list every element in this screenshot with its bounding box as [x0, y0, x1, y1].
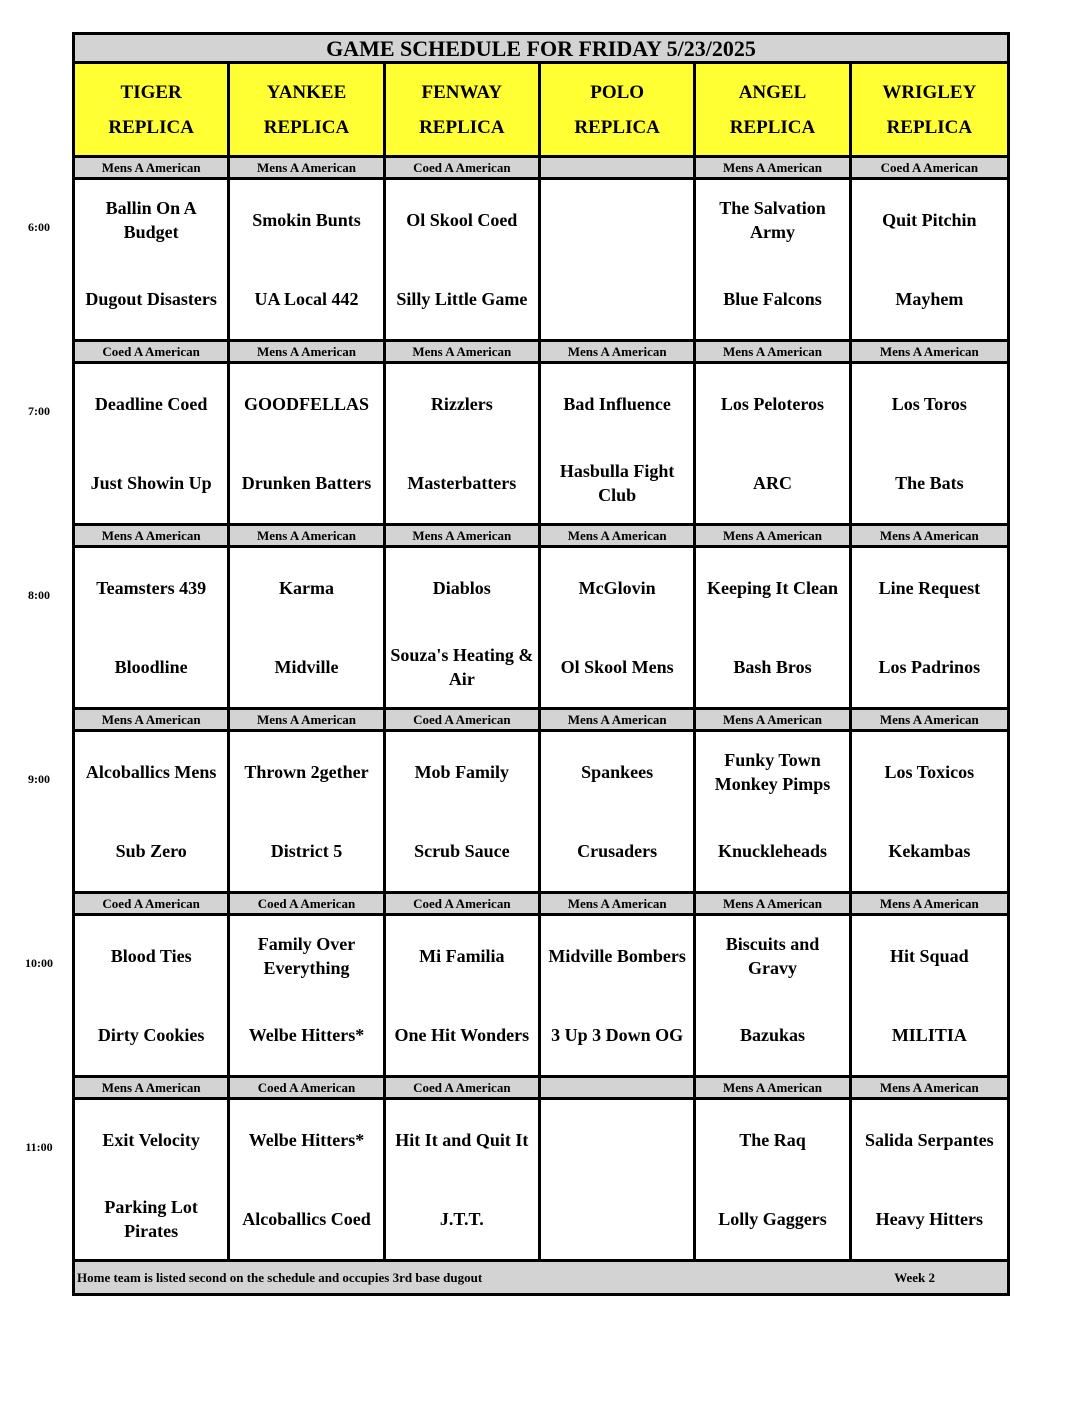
division-label: Mens A American [696, 710, 851, 729]
away-team: Thrown 2gether [244, 761, 369, 782]
away-team: Funky Town Monkey Pimps [714, 749, 831, 794]
game-cell [541, 548, 696, 707]
home-team: Dugout Disasters [85, 289, 217, 310]
away-team: Line Request [878, 577, 981, 598]
away-team: Bad Influence [563, 393, 671, 414]
division-label: Coed A American [880, 160, 979, 175]
home-team: Kekambas [888, 841, 971, 862]
division-label: Mens A American [541, 710, 696, 729]
game-cell [696, 916, 851, 1075]
field-subtitle: REPLICA [419, 116, 505, 138]
field-name: YANKEE [266, 81, 347, 103]
game-cell [230, 180, 385, 339]
away-team: The Salvation Army [719, 197, 826, 242]
home-team: Ol Skool Mens [560, 657, 674, 678]
game-cell [75, 548, 230, 707]
time-label: 7:00 [28, 404, 50, 418]
away-team: Los Toxicos [884, 761, 975, 782]
game-cell [541, 364, 696, 523]
home-team: One Hit Wonders [394, 1025, 530, 1046]
game-cell [541, 732, 696, 891]
home-team: Silly Little Game [396, 289, 528, 310]
division-label: Mens A American [75, 526, 230, 545]
time-slot [28, 342, 1010, 526]
game-cell [75, 732, 230, 891]
division-label: Mens A American [696, 894, 851, 913]
game-cell [75, 364, 230, 523]
division-label: Mens A American [541, 526, 696, 545]
game-row [75, 548, 1007, 707]
away-team: Keeping It Clean [706, 577, 838, 598]
division-label: Mens A American [879, 712, 979, 727]
away-team: Quit Pitchin [882, 209, 977, 230]
field-subtitle: REPLICA [108, 116, 194, 138]
home-team: Los Padrinos [878, 657, 981, 678]
game-cell [696, 732, 851, 891]
field-header-polo [541, 64, 696, 155]
home-team: Drunken Batters [241, 473, 372, 494]
away-team: Family Over Everything [257, 933, 356, 978]
field-subtitle: REPLICA [263, 116, 350, 138]
division-label: Coed A American [386, 894, 541, 913]
division-row [75, 894, 1007, 916]
home-team: Bloodline [114, 657, 188, 678]
game-cell [852, 1100, 1007, 1259]
time-label: 9:00 [28, 772, 50, 786]
time-label: 6:00 [28, 220, 50, 234]
away-team: Exit Velocity [102, 1129, 200, 1150]
game-cell [696, 180, 851, 339]
home-team: The Bats [895, 473, 964, 494]
game-row [75, 732, 1007, 891]
division-label: Mens A American [230, 342, 385, 361]
game-cell [230, 732, 385, 891]
division-row [75, 158, 1007, 180]
division-label: Mens A American [879, 344, 979, 359]
field-header-fenway [386, 64, 541, 155]
time-slot [25, 894, 1010, 1078]
away-team: Hit It and Quit It [395, 1129, 529, 1150]
field-name: POLO [590, 81, 645, 103]
game-cell [75, 180, 230, 339]
field-subtitle: REPLICA [574, 116, 660, 138]
field-name: TIGER [120, 81, 182, 103]
division-label: Mens A American [696, 158, 851, 177]
away-team: Midville Bombers [548, 945, 686, 966]
time-slot [28, 710, 1010, 894]
division-row [75, 342, 1007, 364]
division-label: Mens A American [75, 158, 230, 177]
division-label [541, 158, 696, 177]
home-team: 3 Up 3 Down OG [551, 1025, 684, 1046]
game-cell [696, 548, 851, 707]
away-team: Welbe Hitters* [248, 1129, 365, 1150]
game-cell [852, 732, 1007, 891]
away-team: Spankees [581, 761, 654, 782]
game-cell [75, 1100, 230, 1259]
field-subtitle: REPLICA [729, 116, 816, 138]
game-row [75, 1100, 1007, 1259]
game-cell [852, 916, 1007, 1075]
division-label: Mens A American [879, 528, 979, 543]
week-label: Week 2 [894, 1269, 935, 1285]
home-team: Just Showin Up [90, 473, 212, 494]
division-label: Coed A American [386, 1078, 541, 1097]
game-row [75, 916, 1007, 1075]
away-team: Los Toros [891, 393, 967, 414]
away-team: Mob Family [414, 761, 510, 782]
away-team [541, 180, 693, 260]
away-team: Deadline Coed [94, 393, 208, 414]
game-cell [75, 916, 230, 1075]
division-row [75, 1078, 1007, 1100]
home-team: Parking Lot Pirates [104, 1197, 198, 1242]
division-label: Mens A American [386, 526, 541, 545]
time-label: 8:00 [28, 588, 50, 602]
home-team [541, 1180, 693, 1260]
division-label: Mens A American [696, 1078, 851, 1097]
division-label: Coed A American [75, 894, 230, 913]
game-cell [541, 180, 696, 339]
away-team: GOODFELLAS [243, 393, 369, 414]
game-cell [230, 548, 385, 707]
away-team: Biscuits and Gravy [725, 933, 820, 978]
field-header-tiger [75, 64, 230, 155]
home-team: Scrub Sauce [414, 841, 510, 862]
division-row [75, 710, 1007, 732]
home-team: District 5 [270, 841, 343, 862]
division-label: Mens A American [879, 1080, 979, 1095]
home-team: Masterbatters [407, 473, 517, 494]
division-label: Coed A American [75, 342, 230, 361]
home-team: Heavy Hitters [875, 1209, 984, 1230]
division-label: Mens A American [75, 710, 230, 729]
field-name: FENWAY [421, 81, 503, 103]
division-label: Mens A American [230, 710, 385, 729]
field-header-angel [696, 64, 851, 155]
schedule-sheet [25, 32, 1010, 1296]
home-team: UA Local 442 [254, 289, 359, 310]
time-label: 10:00 [25, 956, 53, 970]
time-slot [28, 158, 1010, 342]
game-cell [852, 180, 1007, 339]
game-row [75, 364, 1007, 523]
division-label: Mens A American [541, 342, 696, 361]
field-header-yankee [230, 64, 385, 155]
game-cell [386, 548, 541, 707]
home-team: ARC [752, 473, 792, 494]
division-label: Mens A American [386, 342, 541, 361]
home-team: Bazukas [739, 1025, 805, 1046]
away-team: Blood Ties [110, 945, 192, 966]
time-slot [28, 526, 1010, 710]
division-label: Mens A American [541, 894, 696, 913]
field-name: ANGEL [738, 81, 807, 103]
away-team [541, 1100, 693, 1180]
division-row [75, 526, 1007, 548]
division-label: Mens A American [75, 1078, 230, 1097]
schedule-footer [72, 1262, 1010, 1296]
game-row [75, 180, 1007, 339]
division-label: Coed A American [230, 894, 385, 913]
home-team: Alcoballics Coed [242, 1209, 371, 1230]
division-label: Mens A American [879, 896, 979, 911]
field-subtitle: REPLICA [886, 116, 973, 138]
away-team: The Raq [739, 1129, 806, 1150]
division-label: Mens A American [230, 526, 385, 545]
home-team: Knuckleheads [717, 841, 827, 862]
away-team: Teamsters 439 [96, 577, 207, 598]
game-cell [541, 1100, 696, 1259]
home-team: Blue Falcons [723, 289, 822, 310]
division-label: Coed A American [230, 1078, 385, 1097]
field-name: WRIGLEY [882, 81, 977, 103]
away-team: Smokin Bunts [252, 209, 361, 230]
home-team: Welbe Hitters* [248, 1025, 365, 1046]
game-cell [230, 1100, 385, 1259]
home-team: MILITIA [891, 1025, 967, 1046]
away-team: Diablos [432, 577, 491, 598]
game-cell [696, 1100, 851, 1259]
footer-note: Home team is listed second on the schedule and occupies 3rd base dugout [77, 1269, 483, 1285]
game-cell [696, 364, 851, 523]
home-team: Mayhem [895, 289, 964, 310]
game-cell [852, 548, 1007, 707]
home-team: Midville [274, 657, 339, 678]
home-team: Bash Bros [733, 657, 812, 678]
away-team: McGlovin [578, 577, 656, 598]
home-team: J.T.T. [439, 1209, 484, 1230]
game-cell [230, 364, 385, 523]
division-label [541, 1078, 696, 1097]
division-label: Mens A American [230, 158, 385, 177]
away-team: Alcoballics Mens [85, 761, 217, 782]
away-team: Salida Serpantes [865, 1129, 994, 1150]
away-team: Ol Skool Coed [406, 209, 518, 230]
away-team: Los Peloteros [720, 393, 825, 414]
game-cell [386, 364, 541, 523]
division-label: Mens A American [696, 526, 851, 545]
division-label: Coed A American [386, 710, 541, 729]
home-team: Lolly Gaggers [718, 1209, 827, 1230]
field-header-row [72, 64, 1010, 158]
home-team [541, 260, 693, 340]
schedule-title: GAME SCHEDULE FOR FRIDAY 5/23/2025 [72, 32, 1010, 64]
game-cell [852, 364, 1007, 523]
game-cell [230, 916, 385, 1075]
away-team: Hit Squad [890, 945, 969, 966]
time-slot [25, 1078, 1010, 1262]
time-label: 11:00 [25, 1140, 53, 1154]
away-team: Karma [279, 577, 334, 598]
home-team: Hasbulla Fight Club [559, 461, 675, 506]
game-cell [541, 916, 696, 1075]
home-team: Dirty Cookies [97, 1025, 205, 1046]
away-team: Rizzlers [430, 393, 493, 414]
game-cell [386, 916, 541, 1075]
away-team: Ballin On A Budget [105, 197, 197, 242]
division-label: Mens A American [696, 342, 851, 361]
home-team: Crusaders [577, 841, 658, 862]
game-cell [386, 1100, 541, 1259]
game-cell [386, 180, 541, 339]
away-team: Mi Familia [419, 945, 505, 966]
home-team: Sub Zero [115, 841, 187, 862]
division-label: Coed A American [386, 158, 541, 177]
home-team: Souza's Heating & Air [390, 645, 534, 690]
field-header-wrigley [852, 64, 1007, 155]
game-cell [386, 732, 541, 891]
time-slots [25, 158, 1010, 1262]
